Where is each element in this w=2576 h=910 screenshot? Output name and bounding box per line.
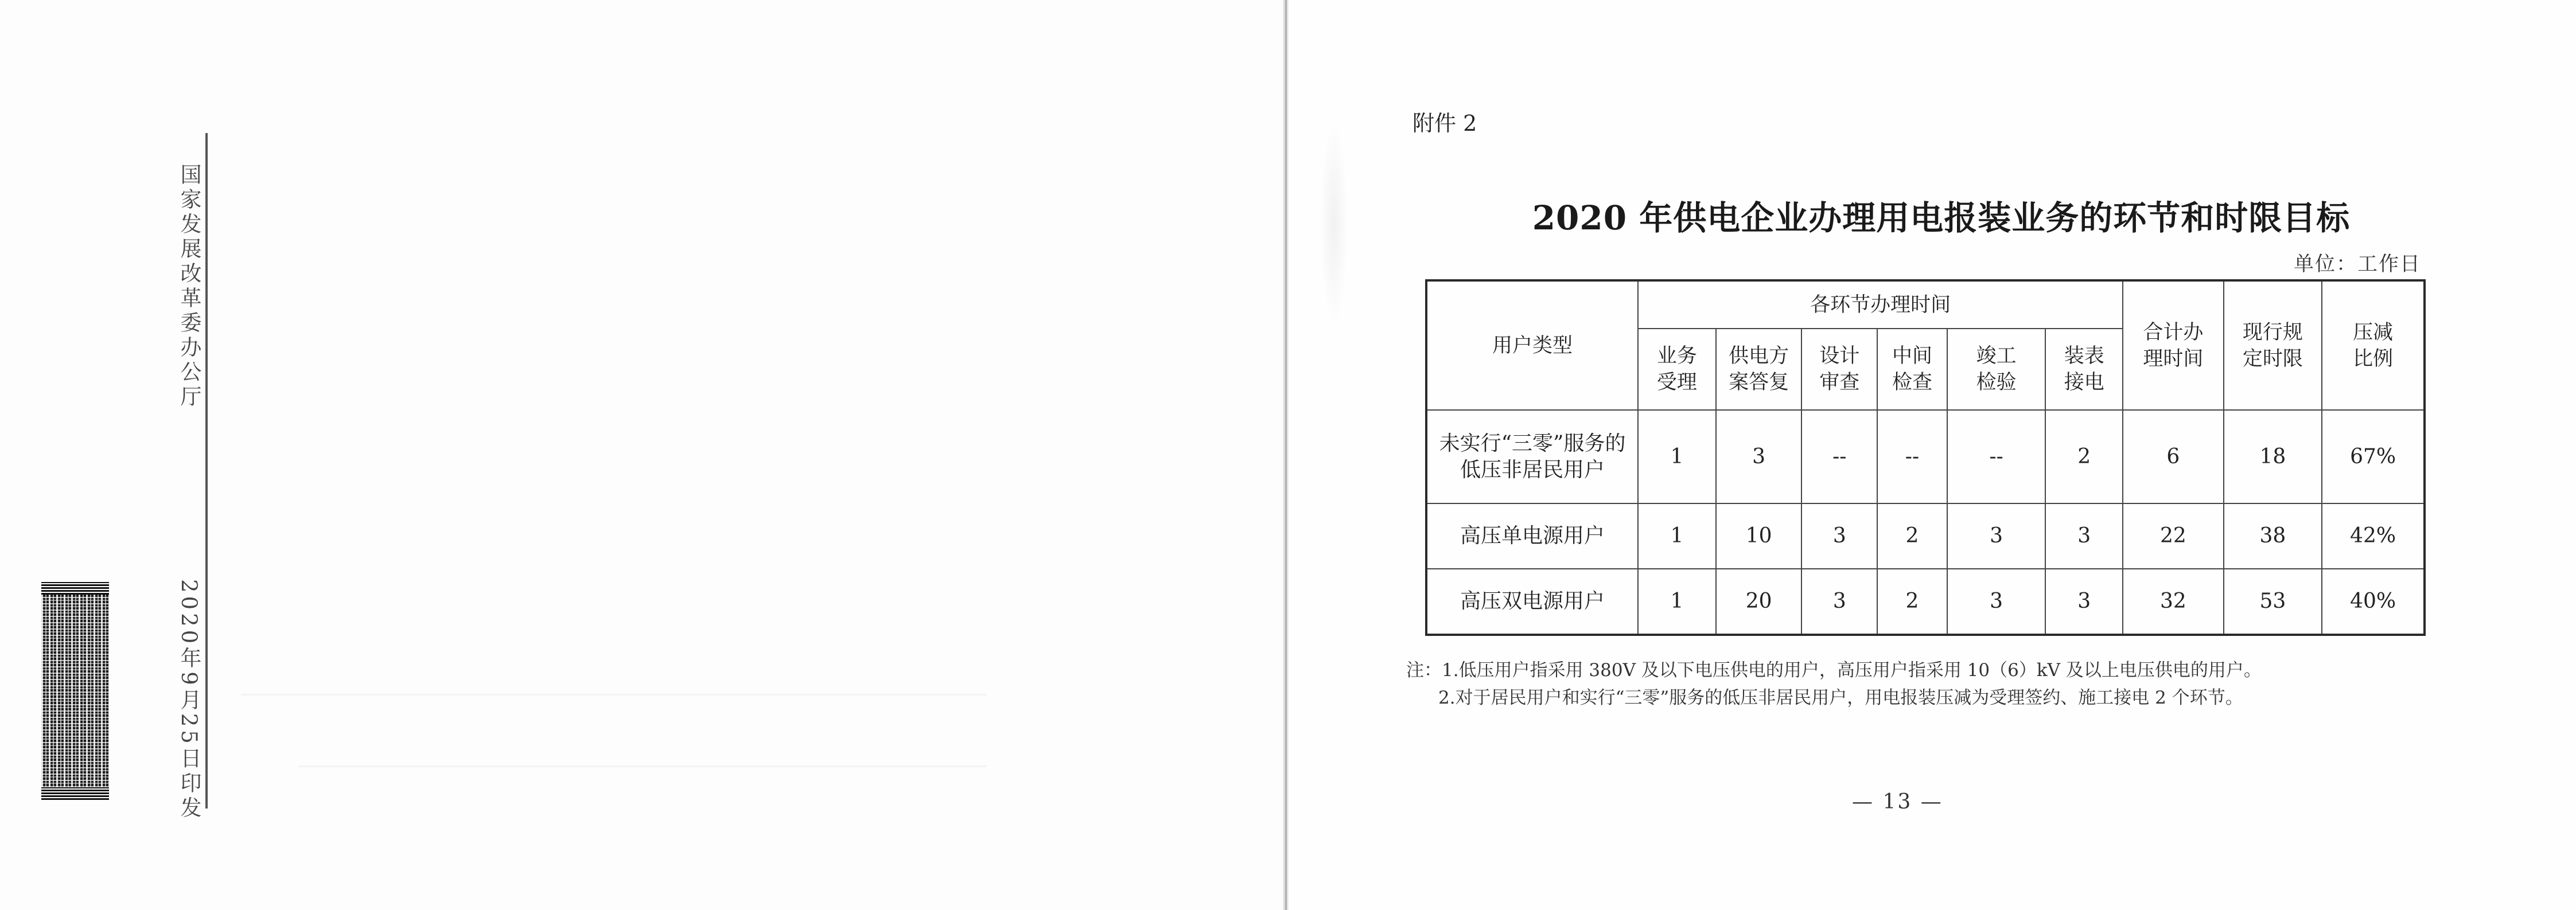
header-stage-acceptance: 业务 受理 xyxy=(1638,329,1716,410)
header-total: 合计办 理时间 xyxy=(2123,280,2224,410)
row-user-type: 高压双电源用户 xyxy=(1426,569,1638,635)
cell-stage: 1 xyxy=(1638,503,1716,569)
cell-current-limit: 53 xyxy=(2224,569,2322,635)
header-reduction: 压减 比例 xyxy=(2322,280,2425,410)
header-stage-metering: 装表 接电 xyxy=(2045,329,2123,410)
cell-current-limit: 38 xyxy=(2224,503,2322,569)
note-item: 2.对于居民用户和实行“三零”服务的低压非居民用户，用电报装压减为受理签约、施工接电 2 个环节。 xyxy=(1438,688,2243,708)
page-number: — 13 — xyxy=(1852,790,1943,814)
cell-stage: 3 xyxy=(1947,503,2046,569)
table-notes xyxy=(1406,657,2262,712)
cell-current-limit: 18 xyxy=(2224,410,2322,503)
note-item: 注：1.低压用户指采用 380V 及以下电压供电的用户，高压用户指采用 10（6）kV 及以上电压供电的用户。 xyxy=(1406,660,2262,681)
cell-reduction: 40% xyxy=(2322,569,2425,635)
cell-reduction: 42% xyxy=(2322,503,2425,569)
qr-code-icon xyxy=(41,582,109,800)
table-row xyxy=(1426,503,2425,569)
cell-stage: 3 xyxy=(1801,569,1877,635)
left-page xyxy=(0,0,1285,910)
scan-artifact xyxy=(241,694,987,696)
time-limit-table xyxy=(1425,279,2426,636)
cell-stage: 2 xyxy=(1877,569,1947,635)
cell-total: 32 xyxy=(2123,569,2224,635)
cell-stage: 2 xyxy=(1877,503,1947,569)
table-row xyxy=(1426,569,2425,635)
cell-stage: 3 xyxy=(1801,503,1877,569)
cell-stage: 3 xyxy=(2045,569,2123,635)
cell-stage: 2 xyxy=(2045,410,2123,503)
cell-stage: -- xyxy=(1801,410,1877,503)
attachment-label: 附件 2 xyxy=(1412,111,1477,136)
scan-artifact xyxy=(298,766,987,767)
cell-stage: -- xyxy=(1877,410,1947,503)
header-stage-mid-inspection: 中间 检查 xyxy=(1877,329,1947,410)
cell-stage: 1 xyxy=(1638,569,1716,635)
cell-stage: 3 xyxy=(2045,503,2123,569)
header-stage-design-review: 设计 审查 xyxy=(1801,329,1877,410)
row-user-type: 未实行“三零”服务的 低压非居民用户 xyxy=(1426,410,1638,503)
cell-stage: 10 xyxy=(1716,503,1802,569)
cell-stage: 1 xyxy=(1638,410,1716,503)
print-date: 2020年9月25日印发 xyxy=(177,579,201,821)
row-user-type: 高压单电源用户 xyxy=(1426,503,1638,569)
header-stages-group: 各环节办理时间 xyxy=(1638,280,2123,329)
cell-stage: 3 xyxy=(1716,410,1802,503)
header-user-type: 用户类型 xyxy=(1426,280,1638,410)
document-title: 2020 年供电企业办理用电报装业务的环节和时限目标 xyxy=(1532,198,2351,237)
header-current-limit: 现行规 定时限 xyxy=(2224,280,2322,410)
page-fold xyxy=(1283,0,1289,910)
table-row xyxy=(1426,410,2425,503)
table-header-row xyxy=(1426,280,2425,329)
issuing-office: 国家发展改革委办公厅 xyxy=(177,163,201,410)
imprint-rule xyxy=(205,133,208,809)
cell-total: 6 xyxy=(2123,410,2224,503)
cell-reduction: 67% xyxy=(2322,410,2425,503)
header-stage-completion-check: 竣工 检验 xyxy=(1947,329,2046,410)
cell-stage: 3 xyxy=(1947,569,2046,635)
header-stage-plan-reply: 供电方 案答复 xyxy=(1716,329,1802,410)
cell-stage: 20 xyxy=(1716,569,1802,635)
cell-stage: -- xyxy=(1947,410,2046,503)
scan-bleed xyxy=(1320,120,1348,327)
cell-total: 22 xyxy=(2123,503,2224,569)
unit-label: 单位：工作日 xyxy=(2293,253,2421,276)
